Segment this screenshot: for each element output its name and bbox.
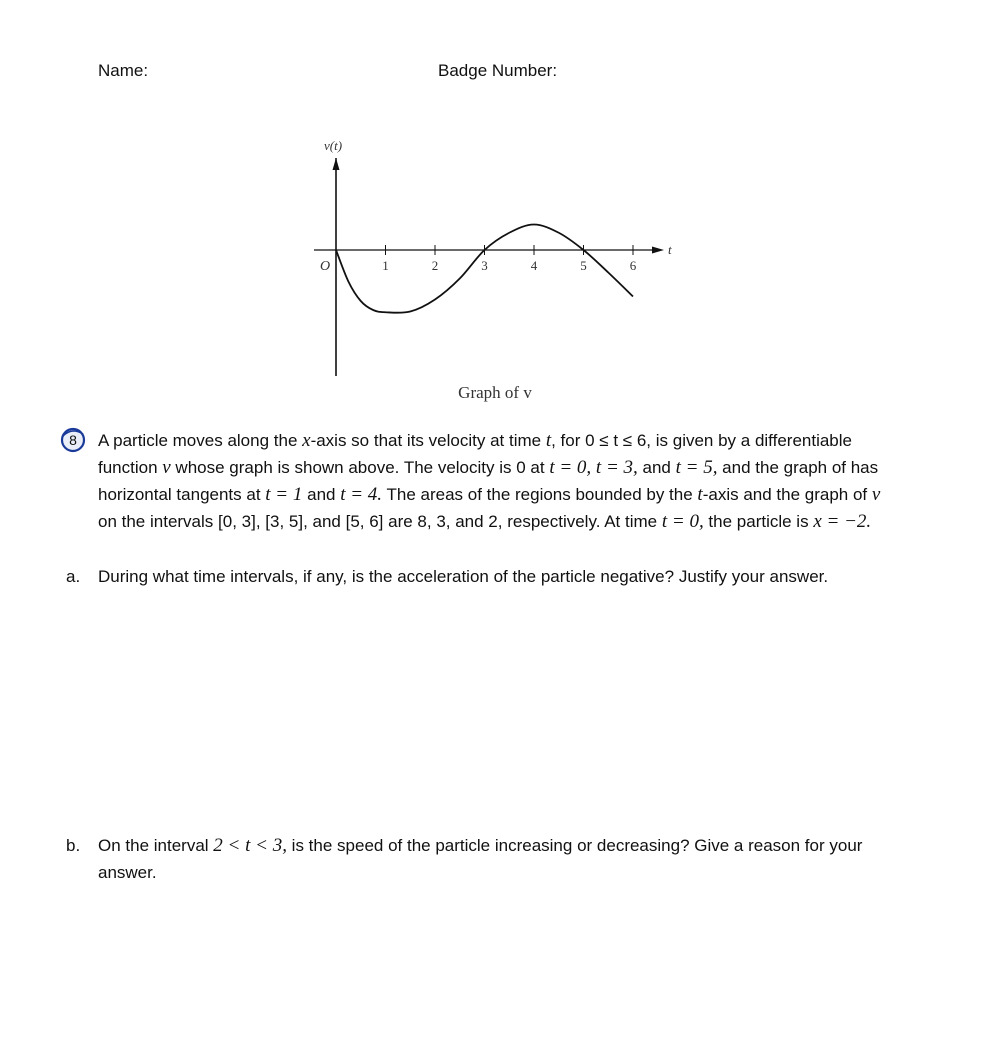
question-b-text: On the interval 2 < t < 3, is the speed of the particle increasing or decreasing? Give a reason for your answer. [98,835,863,882]
graph-caption: Graph of v [458,383,532,402]
x-tick-label: 5 [580,258,587,273]
origin-label: O [320,259,331,274]
question-a-text: During what time intervals, if any, is the acceleration of the particle negative? Justify your answer. [98,567,829,586]
x-tick-label: 2 [431,258,439,273]
x-tick-label: 4 [530,258,538,273]
x-ticks [382,245,637,273]
question-a-label: a. [66,567,81,586]
badge-number-label: Badge Number: [438,61,558,80]
x-axis-label: t [668,242,672,257]
y-axis-label: v(t) [324,138,343,153]
question-number-badge [58,427,90,458]
question-b-label: b. [66,836,81,855]
x-axis-arrow [652,247,664,254]
velocity-graph [300,128,690,400]
y-axis-arrow [333,158,340,170]
problem-statement: A particle moves along the x-axis so that its velocity at time t, for 0 ≤ t ≤ 6, is given by a differentiable function v whose graph is shown above. The velocity is 0 at t = 0, t = 3, and t = 5, and the graph of has horizontal tangents at t = 1 and t = 4. The areas of the regions bounded by the t-axis and the graph of v on the intervals [0, 3], [3, 5], and [5, 6] are 8, 3, and 2, respectively. At time t = 0, the particle is x = −2. [98,430,881,532]
x-tick-label: 3 [481,258,488,273]
question-number: 8 [69,432,77,448]
x-tick-label: 1 [382,258,389,273]
name-label: Name: [98,61,149,80]
x-tick-label: 6 [629,258,637,273]
